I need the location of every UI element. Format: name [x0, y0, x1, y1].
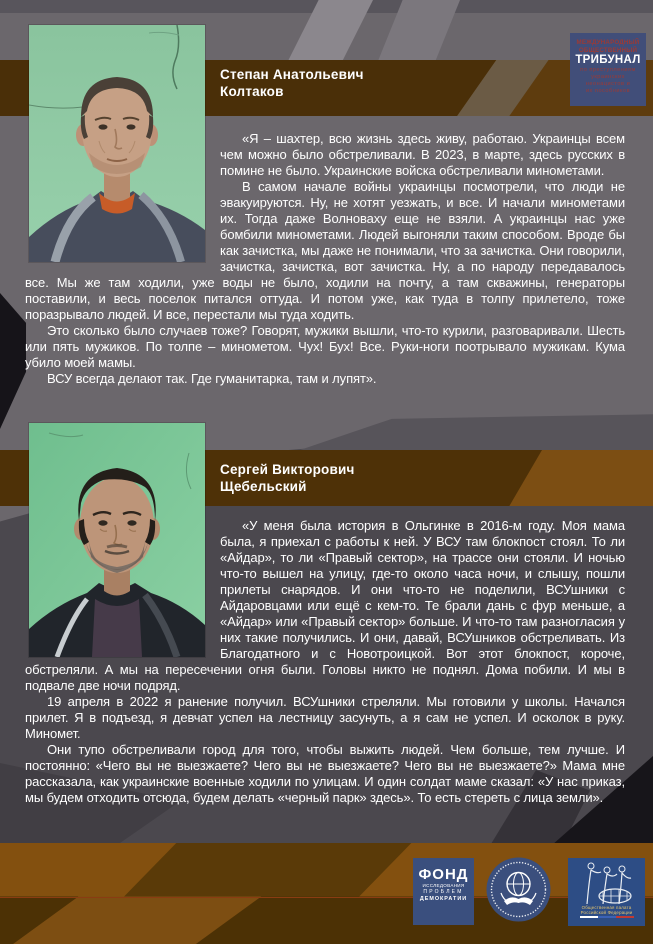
fond-logo-title: ФОНД [418, 866, 469, 883]
chamber-caption: Общественная палата [581, 905, 632, 910]
statue-figures-icon [577, 860, 637, 904]
tribunal-logo-text: МЕЖДУНАРОДНЫЙ [576, 39, 640, 46]
testimony-paragraph: Это сколько было случаев тоже? Говорят, мужики вышли, что-то курили, разговаривали. Шесть или пять мужиков. По толпе – минометом. Чух! Бух! Все. Руки-ноги поотрывало мужикам. Кума убило моей мамы. [25, 323, 625, 370]
fond-logo-text: ДЕМОКРАТИИ [419, 896, 468, 902]
testimony-text-1 [25, 131, 625, 387]
photo-wrap-spacer [25, 518, 220, 657]
chamber-caption: Российской Федерации [580, 910, 633, 915]
tribunal-logo-text: их пособников [585, 88, 631, 95]
person-name-line: Щебельский [220, 479, 307, 494]
globe-book-laurel-emblem-icon [486, 857, 551, 922]
civic-chamber-logo [568, 858, 645, 926]
testimony-paragraph: ВСУ всегда делают так. Где гуманитарка, там и лупят». [47, 371, 377, 386]
fond-logo-text: ИССЛЕДОВАНИЯ [422, 883, 465, 888]
person-name-1 [220, 66, 364, 100]
fond-democracy-logo [413, 858, 474, 925]
footer-band [0, 843, 653, 944]
testimony-paragraph: В самом начале войны украинцы посмотрели, что люди не эвакуируются. Ну, не хотят уезжать, и все. И начали минометами их. Тогда даже Волноваху еще не взяли. А украинцы нас уже бомбили минометами. Людей выгоняли таким способом. Вроде бы как зачистка, мы даже не понимали, что за зачистка. Они говорили, зачистка, зачистка, вот зачистка. Ну, а по народу передавалось все. Мы же там ходили, уже воды не было, ходили на почту, а там скважины, генераторы поставили, и весь поселок питался оттуда. И потом уже, как туда в толпу прилетело, тоже поразрывало людей. И все, перестали мы туда ходить. [25, 179, 625, 322]
tribunal-logo-text: ОБЩЕСТВЕННЫЙ [578, 46, 638, 54]
tribunal-logo-title: ТРИБУНАЛ [575, 54, 641, 67]
person-name-2 [220, 461, 355, 495]
fond-logo-text: ПРОБЛЕМ [423, 889, 464, 895]
person-name-line: Колтаков [220, 84, 284, 99]
tribunal-logo-text: неонацистов и [585, 81, 631, 88]
testimony-paragraph: 19 апреля в 2022 я ранение получил. ВСУшники стреляли. Мы готовили у школы. Начался прилет. Я в подъезд, я девчат успел на лестницу засунуть, а я сам не успел. И осколок в руку. Миномет. [25, 694, 625, 741]
testimony-paragraph: «У меня была история в Ольгинке в 2016-м году. Моя мама была, я приехал с работы к ней. У ВСУ там блокпост стоял. То ли «Айдар», то ли «Правый сектор», на трассе они стояли. И ночью что-то вышел на улицу, где-то около часа ночи, и слышу, пошли прилеты снарядов. И они что-то не поделили, ВСУшники с Айдаровцами или ещё с кем-то. Те брали дань с фур меньше, а «Айдар» или «Правый сектор» больше. И что-то там разногласия у них такие получились. И они, давай, ВСУшников обстреливать. Из Благодатного и с Новотроицкой. Вот этот блокпост, короче, обстреляли. А мы на пересечении огня были. Головы никто не поднял. Дома побили. И мы в подвале две ночи подряд. [25, 518, 625, 693]
photo-wrap-spacer [25, 131, 220, 262]
person-name-line: Сергей Викторович [220, 462, 355, 477]
testimony-paragraph: Они тупо обстреливали город для того, чтобы выжить людей. Чем больше, тем лучше. И постоянно: «Чего вы не выезжаете? Чего вы не выезжаете? Чего вы не выезжаете?» Мама мне рассказала, как украинские военные ходили по улицам. И один солдат маме сказал: «У нас приказ, мы будем отходить отсюда, будем делать «черный парк» здесь». То есть стереть с лица земли». [25, 742, 625, 805]
tribunal-logo [570, 33, 646, 106]
tricolor-bar [580, 916, 634, 918]
band-shape [0, 897, 653, 898]
testimony-text-2 [25, 518, 625, 806]
testimony-paragraph: «Я – шахтер, всю жизнь здесь живу, работаю. Украинцы всем чем можно было обстреливали. В 2023, в марте, здесь русских в помине не было. Украинские войска обстреливали минометами. [220, 131, 625, 178]
camo-shape [300, 412, 653, 450]
camo-shape [0, 293, 26, 429]
tribunal-logo-text: украинских [591, 74, 625, 81]
tribunal-logo-text: по преступлениям [580, 67, 636, 74]
person-name-line: Степан Анатольевич [220, 67, 364, 82]
